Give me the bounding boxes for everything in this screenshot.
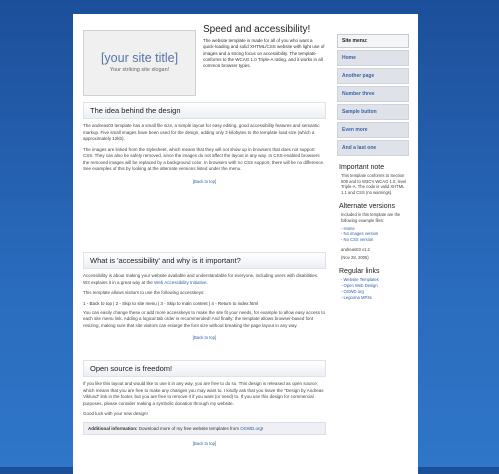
site-title-box[interactable] (83, 30, 196, 96)
header (83, 14, 326, 104)
wai-link[interactable]: Web Accessibility Initiative (154, 279, 207, 285)
section-accessibility (83, 252, 326, 350)
version-date: (Nov 28, 2005) (341, 254, 369, 260)
main-content (83, 14, 326, 446)
alt-text: Included in this template are the following example files: (341, 212, 401, 223)
section-idea (83, 102, 326, 194)
menu-item-another-page[interactable]: Another page (337, 68, 409, 84)
paragraph: Good luck with your new design! (83, 411, 148, 416)
alt-link-no-images[interactable]: - No images version (341, 231, 379, 237)
note-title: Important note (339, 164, 385, 171)
intro (203, 24, 325, 69)
additional-info (83, 422, 326, 435)
back-to-top-link[interactable]: Back to top (194, 440, 215, 446)
link-open-web-design[interactable]: - Open Web Design (341, 282, 378, 288)
menu-item-home[interactable]: Home (337, 50, 409, 66)
accesskeys: 1 - Back to top | 2 - Skip to site menu | 3 - Skip to main content | 4 - Return to index.html (83, 300, 259, 306)
back-to-top-link[interactable]: Back to top (194, 178, 215, 184)
link-legoona[interactable]: - Legoona MP3s (341, 294, 372, 300)
site-slogan: Your striking site slogan! (109, 67, 170, 73)
paragraph: If you like this layout and would like to use it in any way, you are free to do so. This design is released as open source, which means that you are free to make any changes you may want to. I kindly ask that you leave the "Design by Andreas Viklund" link in the footer, but you are free to remove it if you want (or need) to. If you use this design for commercial purposes, please consider making a symbolic donation through my website. (83, 381, 324, 406)
link-website-templates[interactable]: - Website Templates (341, 277, 379, 283)
alt-title: Alternate versions (339, 203, 396, 211)
links-title: Regular links (339, 268, 380, 276)
paragraph: The images are linked from the stylesheet, which means that they will not show up in browsers that does not support CSS. They can also be safely removed, since the images do not affect the layout in any way. In CSS-enabled browsers the removed images will be replaced by a background color. In browsers with no CSS support, there will be no difference. See examples of this by looking at the alternate versions listed under the menu. (83, 146, 325, 171)
info-text: Download more of my free website templates from (137, 425, 241, 431)
paragraph: This template allows visitors to use the following accesskeys: (83, 290, 205, 295)
intro-title: Speed and accessibility! (203, 24, 311, 35)
back-to-top: [Back to top] (192, 178, 217, 184)
text: Accessibility is about making your website available and understandable for everyone, including users with disabilities. W3 explains it in a great way at the (83, 273, 319, 285)
paragraph: The andreas03 template has a small file size, a simple layout for easy editing, good accessibility features and semantic markup. Five small images have been used for the design, adding only 3 kilobytes to the template load size (which a approximately 12kb). (83, 123, 320, 141)
alt-link-no-css[interactable]: - No CSS version (341, 237, 374, 243)
alt-link-home[interactable]: - Home (341, 225, 355, 231)
menu-heading: Site menu: (337, 34, 409, 48)
note-text: This template conforms to Section 508 and to W3C's WCAG 1.0, level Triple-A. The code is valid XHTML 1.1 and CSS (no warnings). (341, 173, 407, 195)
section-title: What is 'accessibility' and why is it important? (83, 252, 326, 269)
oswd-link[interactable]: OSWD.org (240, 425, 263, 431)
alt-links (341, 226, 409, 243)
version: andreas03 v1.2 (341, 246, 370, 252)
paragraph: You can easily change these or add more accesskeys to make the site fit your needs, for example to allow easy access to each site menu link. Adding a logical tab order is recommended! And finally: the template allows browser-based font resizing, making sure that site visitors can enlarge the font size without breaking the page layout in any way. (83, 309, 325, 328)
back-to-top: [Back to top] (192, 335, 217, 340)
regular-links (341, 277, 409, 300)
info-end: ! (262, 425, 264, 431)
section-open-source (83, 360, 326, 456)
site-title: [your site title] (100, 51, 179, 65)
menu-item-number-three[interactable]: Number three (337, 86, 409, 102)
intro-text: The website template is made for all of you who want a quick-loading and solid XHTML/CSS website with light use of images and a strong focus on accessibility. The template conforms to the WCAG 1.0 Triple-A rating, and it works in all common browser types. (203, 38, 325, 69)
paragraph (83, 273, 326, 286)
page (73, 14, 418, 474)
section-title: The idea behind the design (83, 102, 326, 119)
info-label: Additional information: (88, 425, 138, 431)
sidebar (337, 34, 409, 300)
back-to-top-link[interactable]: Back to top (194, 335, 215, 340)
text: . (206, 279, 208, 285)
menu-item-last-one[interactable]: And a last one (337, 140, 409, 156)
menu-item-even-more[interactable]: Even more (337, 122, 409, 138)
section-title: Open source is freedom! (83, 360, 326, 377)
back-to-top: [Back to top] (192, 440, 217, 446)
menu-item-sample-button[interactable]: Sample button (337, 104, 409, 120)
link-oswd[interactable]: - OSWD.org (341, 288, 364, 294)
